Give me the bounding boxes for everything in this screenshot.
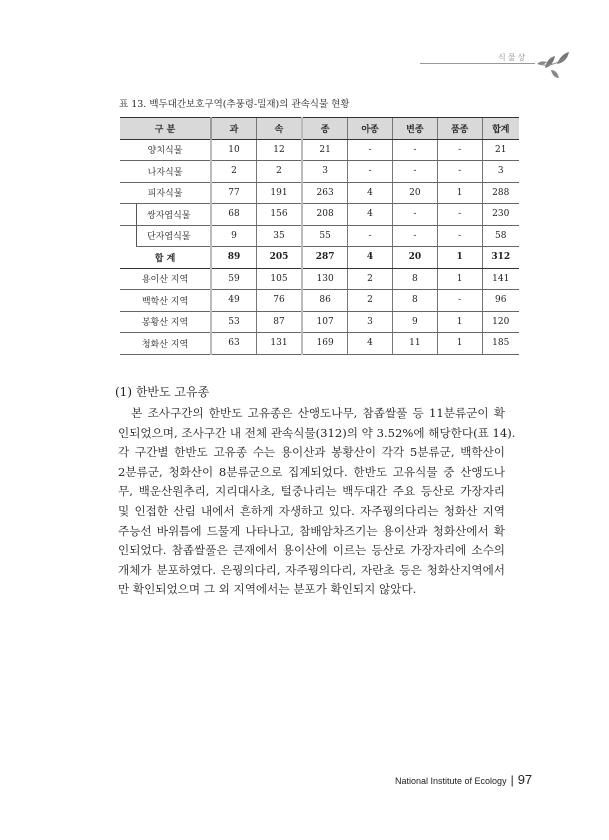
- column-header: 구 분: [120, 118, 211, 140]
- table-cell: 156: [256, 204, 302, 226]
- table-cell: 58: [482, 225, 519, 247]
- section-title: (1) 한반도 고유종: [115, 385, 210, 399]
- table-cell: 11: [392, 333, 437, 355]
- table-cell: 130: [302, 268, 348, 290]
- table-cell: 55: [302, 225, 348, 247]
- table-cell: 191: [256, 182, 302, 204]
- footer-org: National Institute of Ecology: [395, 776, 507, 786]
- table-cell: 68: [211, 204, 256, 226]
- table-cell: 169: [302, 333, 348, 355]
- table-cell: -: [437, 225, 482, 247]
- table-cell: -: [392, 204, 437, 226]
- column-header: 아종: [348, 118, 393, 140]
- table-cell: 1: [437, 182, 482, 204]
- table-cell: -: [392, 139, 437, 161]
- table-cell: 59: [211, 268, 256, 290]
- table-cell: 20: [392, 182, 437, 204]
- table-cell: 263: [302, 182, 348, 204]
- text-line: 무, 백운산원추리, 지리대사초, 털중나리는 백두대간 주요 등산로 가장자리: [118, 484, 505, 499]
- table-cell: -: [348, 225, 393, 247]
- table-cell: 63: [211, 333, 256, 355]
- text-line: 주능선 바위틈에 드물게 나타나고, 참배암차즈기는 용이산과 청화산에서 확: [118, 523, 505, 538]
- page-number: 97: [517, 772, 533, 787]
- table-cell: 1: [437, 268, 482, 290]
- table-cell: 12: [256, 139, 302, 161]
- table-cell: -: [437, 290, 482, 312]
- table-row: [120, 268, 519, 290]
- table-cell: 20: [392, 247, 437, 269]
- leaf-icon: [535, 50, 575, 80]
- table-cell: 86: [302, 290, 348, 312]
- table-cell: 2: [348, 268, 393, 290]
- column-header: 종: [302, 118, 348, 140]
- table-cell: 2: [256, 161, 302, 183]
- table-row: [120, 182, 519, 204]
- footer-separator: |: [510, 773, 514, 787]
- table-cell: 89: [211, 247, 256, 269]
- column-header: 과: [211, 118, 256, 140]
- table-cell: -: [392, 225, 437, 247]
- table-row: [120, 290, 519, 312]
- table-row: [120, 311, 519, 333]
- table-cell: 봉황산 지역: [120, 311, 211, 333]
- table-cell: 96: [482, 290, 519, 312]
- table-cell: -: [437, 161, 482, 183]
- table-cell: 3: [348, 311, 393, 333]
- text-line: 본 조사구간의 한반도 고유종은 산앵도나무, 참좁쌀풀 등 11분류군이 확: [118, 406, 505, 420]
- column-header: 합계: [482, 118, 519, 140]
- table-cell: 288: [482, 182, 519, 204]
- table-cell: 287: [302, 247, 348, 269]
- table-caption: 표 13. 백두대간보호구역(추풍령-밀재)의 관속식물 현황: [119, 99, 350, 110]
- column-header: 품종: [437, 118, 482, 140]
- table-cell: 양치식물: [120, 139, 211, 161]
- table-cell: 9: [392, 311, 437, 333]
- table-row: [120, 225, 519, 247]
- table-cell: 청화산 지역: [120, 333, 211, 355]
- text-line: 및 인접한 산림 내에서 흔하게 자생하고 있다. 자주꿩의다리는 청화산 지역: [118, 503, 505, 518]
- table-cell: 141: [482, 268, 519, 290]
- table-cell: 76: [256, 290, 302, 312]
- table-cell: 208: [302, 204, 348, 226]
- table-cell: -: [392, 161, 437, 183]
- table-cell: 3: [302, 161, 348, 183]
- table-cell: 합 계: [120, 247, 211, 269]
- table-cell: -: [437, 204, 482, 226]
- table-cell: 9: [211, 225, 256, 247]
- table-cell: 2: [211, 161, 256, 183]
- table-cell: 4: [348, 204, 393, 226]
- table-cell: 205: [256, 247, 302, 269]
- table-cell: 쌍자엽식물: [120, 204, 211, 226]
- text-line: 인되었다. 참좁쌀풀은 큰재에서 용이산에 이르는 등산로 가장자리에 소수의: [118, 543, 505, 558]
- table-cell: 185: [482, 333, 519, 355]
- table-cell: 120: [482, 311, 519, 333]
- table-cell: 단자엽식물: [120, 225, 211, 247]
- table-cell: 10: [211, 139, 256, 161]
- table-cell: 8: [392, 268, 437, 290]
- text-line: 만 확인되었으며 그 외 지역에서는 분포가 확인되지 않았다.: [118, 582, 417, 597]
- table-cell: 87: [256, 311, 302, 333]
- table-row: [120, 247, 519, 269]
- table-cell: 3: [482, 161, 519, 183]
- table-header-row: [120, 118, 519, 140]
- table-cell: 105: [256, 268, 302, 290]
- header-rule: [420, 63, 535, 64]
- table-cell: 8: [392, 290, 437, 312]
- table-cell: 1: [437, 247, 482, 269]
- table-cell: 230: [482, 204, 519, 226]
- table-cell: 용이산 지역: [120, 268, 211, 290]
- table-cell: 1: [437, 333, 482, 355]
- column-header: 속: [256, 118, 302, 140]
- table-cell: 21: [302, 139, 348, 161]
- table-cell: 53: [211, 311, 256, 333]
- table-cell: 21: [482, 139, 519, 161]
- page-footer: [395, 772, 532, 787]
- running-header: 식물상: [498, 53, 528, 62]
- table-cell: 77: [211, 182, 256, 204]
- table-cell: 피자식물: [120, 182, 211, 204]
- text-line: 각 구간별 한반도 고유종 수는 용이산과 봉황산이 각각 5분류군, 백학산이: [118, 445, 505, 460]
- table-cell: 4: [348, 333, 393, 355]
- text-line: 개체가 분포하였다. 은꿩의다리, 자주꿩의다리, 자란초 등은 청화산지역에서: [118, 562, 505, 577]
- table-row: [120, 161, 519, 183]
- table-row: [120, 333, 519, 355]
- table-cell: 131: [256, 333, 302, 355]
- vascular-plants-table: [120, 117, 519, 355]
- table-cell: 2: [348, 290, 393, 312]
- table-cell: 49: [211, 290, 256, 312]
- table-row: [120, 139, 519, 161]
- table-cell: -: [348, 161, 393, 183]
- text-line: 2분류군, 청화산이 8분류군으로 집계되었다. 한반도 고유식물 중 산앵도나: [118, 464, 505, 479]
- table-row: [120, 204, 519, 226]
- table-cell: 312: [482, 247, 519, 269]
- table-cell: -: [348, 139, 393, 161]
- table-cell: 107: [302, 311, 348, 333]
- column-header: 변종: [392, 118, 437, 140]
- table-cell: 나자식물: [120, 161, 211, 183]
- table-cell: 1: [437, 311, 482, 333]
- table-cell: -: [437, 139, 482, 161]
- table-cell: 4: [348, 247, 393, 269]
- body-paragraph: [118, 404, 516, 600]
- text-line: 인되었으며, 조사구간 내 전체 관속식물(312)의 약 3.52%에 해당한다(표 14).: [118, 425, 516, 440]
- table-cell: 35: [256, 225, 302, 247]
- table-cell: 4: [348, 182, 393, 204]
- table-cell: 백학산 지역: [120, 290, 211, 312]
